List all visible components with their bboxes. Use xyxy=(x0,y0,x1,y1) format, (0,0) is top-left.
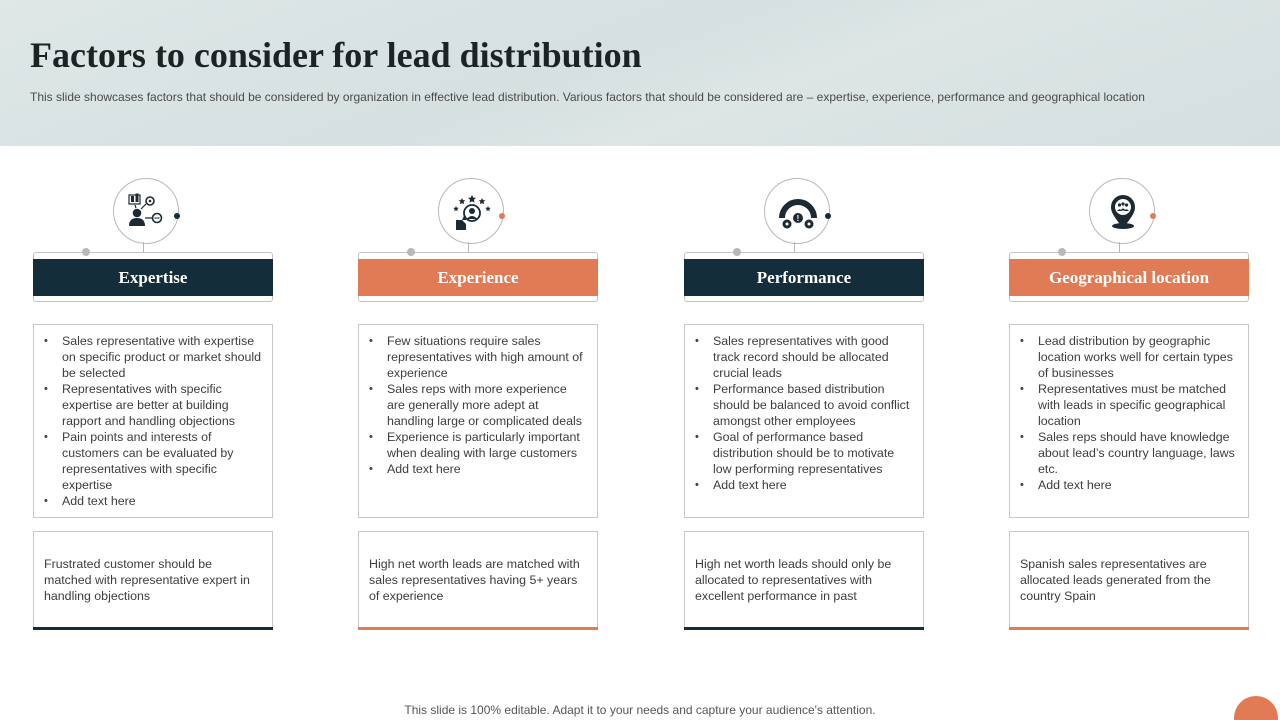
expertise-network-icon xyxy=(127,192,167,232)
tab-frame-dot xyxy=(1058,248,1066,256)
corner-decoration xyxy=(1234,696,1278,720)
tab-frame-dot xyxy=(82,248,90,256)
connector-line xyxy=(143,242,144,252)
factor-column-experience xyxy=(358,170,598,640)
factor-column-geographical-location xyxy=(1009,170,1249,640)
bullet-item: • Lead distribution by geographic location works well for certain types of businesses xyxy=(1020,333,1238,381)
factor-heading: Geographical location xyxy=(1009,259,1249,296)
bullet-item: • Sales representatives with good track record should be allocated crucial leads xyxy=(695,333,913,381)
bullet-item: • Goal of performance based distribution should be to motivate low performing representatives xyxy=(695,429,913,477)
note-accent-bar xyxy=(684,627,924,630)
bullet-item: • Few situations require sales representatives with high amount of experience xyxy=(369,333,587,381)
accent-dot xyxy=(174,213,180,219)
connector-line xyxy=(1119,242,1120,252)
connector-line xyxy=(794,242,795,252)
example-note: High net worth leads are matched with sales representatives having 5+ years of experience xyxy=(358,531,598,630)
note-accent-bar xyxy=(33,627,273,630)
bullet-item: • Add text here xyxy=(695,477,913,493)
bullet-item: • Pain points and interests of customers can be evaluated by representatives with specific expertise xyxy=(44,429,262,493)
header-banner xyxy=(0,0,1280,146)
tab-frame-dot xyxy=(407,248,415,256)
accent-dot xyxy=(499,213,505,219)
note-accent-bar xyxy=(1009,627,1249,630)
example-note: Spanish sales representatives are allocated leads generated from the country Spain xyxy=(1009,531,1249,630)
bullet-item: • Representatives must be matched with leads in specific geographical location xyxy=(1020,381,1238,429)
factor-heading: Experience xyxy=(358,259,598,296)
footer-text: This slide is 100% editable. Adapt it to your needs and capture your audience's attention. xyxy=(404,703,876,717)
example-note: Frustrated customer should be matched with representative expert in handling objections xyxy=(33,531,273,630)
svg-text:!: ! xyxy=(796,214,800,223)
location-pin-group-icon xyxy=(1103,192,1143,232)
bullet-item: • Add text here xyxy=(1020,477,1238,493)
bullet-item: • Sales representative with expertise on specific product or market should be selected xyxy=(44,333,262,381)
page-title: Factors to consider for lead distribution xyxy=(30,35,642,75)
icon-circle xyxy=(113,178,179,244)
performance-gauge-icon xyxy=(778,192,818,232)
icon-circle xyxy=(438,178,504,244)
bullet-list-box xyxy=(684,324,924,518)
experience-rating-icon xyxy=(452,192,492,232)
bullet-item: • Representatives with specific expertise are better at building rapport and handling objections xyxy=(44,381,262,429)
bullet-item: • Experience is particularly important when dealing with large customers xyxy=(369,429,587,461)
page-subtitle: This slide showcases factors that should be considered by organization in effective lead distribution. Various factors that should be considered are – expertise, experience, performance and geographical location xyxy=(30,90,1145,104)
accent-dot xyxy=(825,213,831,219)
accent-dot xyxy=(1150,213,1156,219)
factor-heading: Expertise xyxy=(33,259,273,296)
tab-frame-dot xyxy=(733,248,741,256)
bullet-list-box xyxy=(33,324,273,518)
icon-circle xyxy=(1089,178,1155,244)
bullet-item: • Add text here xyxy=(44,493,262,509)
factor-column-expertise xyxy=(33,170,273,640)
factor-heading: Performance xyxy=(684,259,924,296)
factor-column-performance xyxy=(684,170,924,640)
bullet-item: • Sales reps should have knowledge about lead’s country language, laws etc. xyxy=(1020,429,1238,477)
bullet-list-box xyxy=(1009,324,1249,518)
icon-circle xyxy=(764,178,830,244)
note-accent-bar xyxy=(358,627,598,630)
bullet-list-box xyxy=(358,324,598,518)
connector-line xyxy=(468,242,469,252)
example-note: High net worth leads should only be allocated to representatives with excellent performance in past xyxy=(684,531,924,630)
bullet-item: • Performance based distribution should be balanced to avoid conflict amongst other employees xyxy=(695,381,913,429)
bullet-item: • Add text here xyxy=(369,461,587,477)
bullet-item: • Sales reps with more experience are generally more adept at handling large or complicated deals xyxy=(369,381,587,429)
